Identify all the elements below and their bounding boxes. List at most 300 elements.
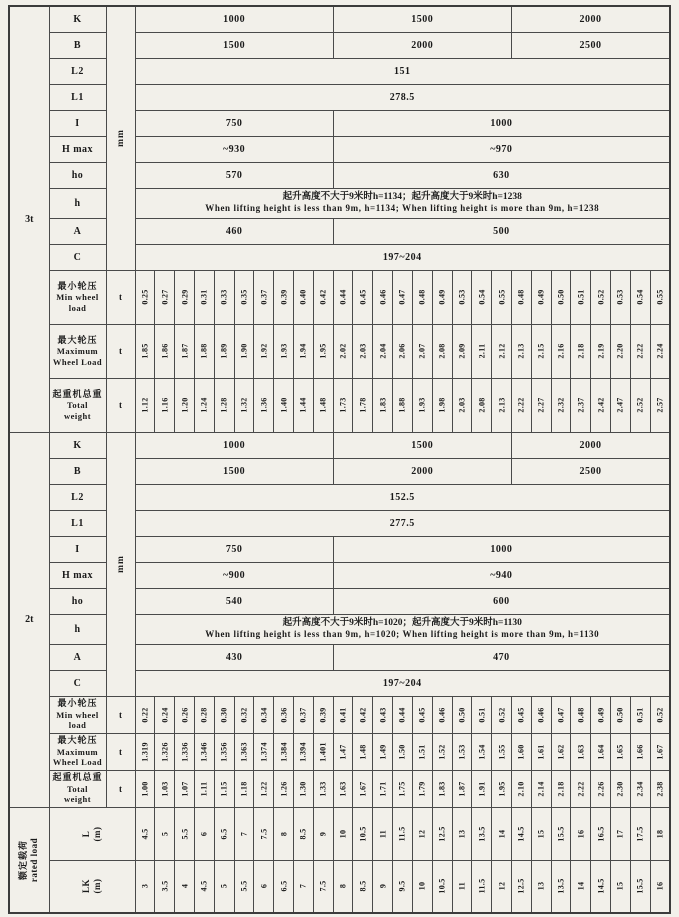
span-value-cell bbox=[135, 860, 155, 913]
load-value-text: 0.49 bbox=[596, 706, 606, 723]
load-value-text: 0.52 bbox=[655, 706, 665, 723]
span-value-text: 12 bbox=[417, 829, 427, 838]
load-value-text: 1.63 bbox=[576, 743, 586, 760]
load-value-text: 0.27 bbox=[160, 289, 170, 305]
load-value-text: 2.16 bbox=[556, 343, 566, 359]
load-value-cell bbox=[194, 378, 214, 432]
load-value-text: 1.33 bbox=[318, 780, 328, 797]
span-value-text: 5.5 bbox=[239, 880, 249, 892]
span-value-cell bbox=[194, 807, 214, 860]
load-value-text: 2.18 bbox=[556, 780, 566, 797]
load-value-text: 0.25 bbox=[140, 289, 150, 305]
load-value-text: 1.78 bbox=[358, 397, 368, 413]
load-value-cell bbox=[155, 324, 175, 378]
span-value-cell bbox=[333, 807, 353, 860]
span-value-cell bbox=[194, 860, 214, 913]
load-value-text: 0.55 bbox=[497, 289, 507, 305]
load-value-text: 1.16 bbox=[160, 397, 170, 413]
dim-value-cell: 600 bbox=[333, 588, 670, 614]
span-value-text: 3.5 bbox=[160, 880, 170, 892]
load-row-label-cell bbox=[49, 270, 106, 324]
load-value-text: 1.374 bbox=[259, 741, 269, 762]
span-value-cell bbox=[551, 860, 571, 913]
span-value-cell bbox=[551, 807, 571, 860]
dim-value-cell: 750 bbox=[135, 536, 333, 562]
load-row-label-line: Total bbox=[66, 783, 89, 794]
span-value-cell bbox=[155, 860, 175, 913]
load-value-cell bbox=[214, 696, 234, 733]
load-value-cell bbox=[194, 733, 214, 770]
span-value-cell bbox=[214, 807, 234, 860]
load-value-cell bbox=[313, 696, 333, 733]
span-value-cell bbox=[531, 807, 551, 860]
dim-value-cell: 460 bbox=[135, 218, 333, 244]
load-value-cell bbox=[234, 324, 254, 378]
table-row bbox=[9, 696, 670, 733]
load-value-text: 2.34 bbox=[635, 780, 645, 797]
span-value-cell bbox=[373, 807, 393, 860]
load-value-cell bbox=[194, 770, 214, 807]
load-value-text: 2.06 bbox=[397, 343, 407, 359]
load-value-cell bbox=[294, 696, 314, 733]
load-value-text: 0.48 bbox=[576, 706, 586, 723]
load-value-text: 1.85 bbox=[140, 343, 150, 359]
load-value-cell bbox=[313, 270, 333, 324]
load-value-cell bbox=[393, 324, 413, 378]
span-row-label-wrap bbox=[81, 879, 104, 894]
load-value-cell bbox=[531, 733, 551, 770]
load-value-text: 1.51 bbox=[417, 743, 427, 760]
load-value-cell bbox=[492, 270, 512, 324]
group-label-2t: 2t bbox=[9, 432, 49, 807]
load-value-cell bbox=[274, 770, 294, 807]
load-value-cell bbox=[393, 696, 413, 733]
load-value-cell bbox=[333, 733, 353, 770]
load-value-cell bbox=[274, 378, 294, 432]
span-value-cell bbox=[472, 807, 492, 860]
load-value-cell bbox=[571, 378, 591, 432]
load-value-text: 2.27 bbox=[536, 397, 546, 413]
load-row-label-line: 最小轮压 bbox=[57, 698, 98, 709]
span-value-text: 14.5 bbox=[516, 825, 526, 842]
load-value-text: 2.52 bbox=[635, 397, 645, 413]
load-row-label-line: 最大轮压 bbox=[57, 334, 98, 345]
load-row-label-line: Wheel Load bbox=[52, 356, 103, 367]
load-value-text: 0.48 bbox=[417, 289, 427, 305]
load-value-cell bbox=[472, 696, 492, 733]
load-value-text: 1.36 bbox=[259, 397, 269, 413]
span-value-text: 10 bbox=[417, 881, 427, 891]
span-value-cell bbox=[175, 807, 195, 860]
dim-row-label: C bbox=[49, 244, 106, 270]
span-value-text: 12.5 bbox=[516, 878, 526, 894]
load-value-cell bbox=[155, 696, 175, 733]
span-value-text: 18 bbox=[655, 829, 665, 838]
dim-row-label: C bbox=[49, 670, 106, 696]
load-value-cell bbox=[492, 378, 512, 432]
load-row-label-cell bbox=[49, 378, 106, 432]
load-value-text: 1.64 bbox=[596, 743, 606, 760]
dim-value-cell: 197~204 bbox=[135, 244, 670, 270]
span-value-text: 15.5 bbox=[635, 878, 645, 894]
load-value-text: 1.75 bbox=[397, 780, 407, 797]
dim-row-label: B bbox=[49, 458, 106, 484]
load-value-text: 1.67 bbox=[655, 743, 665, 760]
load-value-text: 2.15 bbox=[536, 343, 546, 359]
load-value-text: 1.93 bbox=[279, 343, 289, 359]
span-value-text: 11 bbox=[378, 829, 388, 838]
load-value-cell bbox=[274, 324, 294, 378]
table-row bbox=[9, 807, 670, 860]
load-value-cell bbox=[511, 696, 531, 733]
note-line-cn: 起升高度不大于9米时h=1134；起升高度大于9米时h=1238 bbox=[282, 191, 522, 202]
span-value-text: 6.5 bbox=[279, 880, 289, 892]
load-value-cell bbox=[412, 733, 432, 770]
load-value-cell bbox=[511, 270, 531, 324]
span-value-cell bbox=[630, 860, 650, 913]
span-value-text: 16 bbox=[655, 881, 665, 891]
load-value-cell bbox=[452, 733, 472, 770]
load-value-text: 2.03 bbox=[457, 397, 467, 413]
load-value-text: 0.28 bbox=[199, 706, 209, 723]
dim-value-cell: 197~204 bbox=[135, 670, 670, 696]
load-value-cell bbox=[373, 324, 393, 378]
load-value-text: 2.22 bbox=[516, 397, 526, 413]
span-value-text: 7.5 bbox=[259, 828, 269, 839]
load-value-cell bbox=[452, 324, 472, 378]
load-value-text: 2.02 bbox=[338, 343, 348, 359]
load-value-text: 1.98 bbox=[437, 397, 447, 413]
load-value-text: 2.30 bbox=[615, 780, 625, 797]
load-value-text: 1.44 bbox=[298, 397, 308, 413]
load-value-cell bbox=[214, 733, 234, 770]
span-value-text: 14 bbox=[497, 829, 507, 838]
load-value-text: 2.08 bbox=[477, 397, 487, 413]
load-value-text: 1.89 bbox=[219, 343, 229, 359]
dim-row-label: B bbox=[49, 32, 106, 58]
load-value-cell bbox=[194, 324, 214, 378]
load-value-text: 2.57 bbox=[655, 397, 665, 413]
load-value-cell bbox=[511, 733, 531, 770]
load-value-cell bbox=[511, 770, 531, 807]
load-value-cell bbox=[551, 378, 571, 432]
span-value-cell bbox=[452, 807, 472, 860]
load-value-text: 1.83 bbox=[378, 397, 388, 413]
dim-value-cell: 1500 bbox=[333, 6, 511, 32]
load-value-text: 0.51 bbox=[635, 706, 645, 723]
load-value-cell bbox=[412, 270, 432, 324]
load-value-cell bbox=[313, 733, 333, 770]
load-value-text: 1.55 bbox=[497, 743, 507, 760]
unit-mm-text: mm bbox=[115, 555, 126, 573]
unit-t-cell: t bbox=[106, 324, 135, 378]
load-row-label-line: 最大轮压 bbox=[57, 735, 98, 746]
load-value-text: 2.18 bbox=[576, 343, 586, 359]
dim-row-label: L2 bbox=[49, 484, 106, 510]
load-value-cell bbox=[472, 270, 492, 324]
load-value-cell bbox=[373, 733, 393, 770]
load-value-cell bbox=[155, 270, 175, 324]
dim-row-label: H max bbox=[49, 562, 106, 588]
note-line-cn: 起升高度不大于9米时h=1020；起升高度大于9米时h=1130 bbox=[282, 617, 522, 628]
load-value-cell bbox=[630, 733, 650, 770]
load-value-text: 2.03 bbox=[358, 343, 368, 359]
load-value-text: 1.28 bbox=[219, 397, 229, 413]
span-value-cell bbox=[630, 807, 650, 860]
load-value-text: 1.07 bbox=[180, 780, 190, 797]
span-value-cell bbox=[591, 807, 611, 860]
lifting-height-note-cell bbox=[135, 188, 670, 218]
load-value-text: 2.22 bbox=[576, 780, 586, 797]
load-value-text: 0.37 bbox=[298, 706, 308, 723]
dim-row-label: A bbox=[49, 644, 106, 670]
load-value-text: 0.52 bbox=[497, 706, 507, 723]
load-value-text: 0.46 bbox=[437, 706, 447, 723]
load-value-cell bbox=[611, 696, 631, 733]
load-value-cell bbox=[254, 324, 274, 378]
span-value-cell bbox=[294, 860, 314, 913]
load-value-text: 0.47 bbox=[556, 706, 566, 723]
load-value-text: 1.363 bbox=[239, 741, 249, 762]
load-value-cell bbox=[155, 770, 175, 807]
span-value-cell bbox=[452, 860, 472, 913]
dim-row-label: A bbox=[49, 218, 106, 244]
dim-value-cell: 540 bbox=[135, 588, 333, 614]
load-value-cell bbox=[135, 770, 155, 807]
span-value-text: 4 bbox=[180, 884, 190, 889]
load-value-cell bbox=[630, 696, 650, 733]
load-value-cell bbox=[353, 378, 373, 432]
load-value-text: 1.32 bbox=[239, 397, 249, 413]
load-row-label-line: 起重机总重 bbox=[52, 772, 103, 783]
load-value-cell bbox=[234, 770, 254, 807]
load-value-cell bbox=[393, 733, 413, 770]
load-value-text: 1.93 bbox=[417, 397, 427, 413]
load-value-cell bbox=[234, 378, 254, 432]
load-value-text: 2.12 bbox=[497, 343, 507, 359]
load-row-label-line: Maximum bbox=[56, 346, 99, 356]
load-value-text: 2.07 bbox=[417, 343, 427, 359]
load-value-cell bbox=[194, 696, 214, 733]
load-value-cell bbox=[234, 733, 254, 770]
load-value-cell bbox=[393, 770, 413, 807]
load-value-text: 1.61 bbox=[536, 743, 546, 760]
load-value-cell bbox=[630, 324, 650, 378]
span-value-cell bbox=[274, 860, 294, 913]
load-value-text: 0.26 bbox=[180, 706, 190, 723]
span-value-cell bbox=[214, 860, 234, 913]
span-value-cell bbox=[294, 807, 314, 860]
load-value-cell bbox=[531, 378, 551, 432]
load-value-text: 2.20 bbox=[615, 343, 625, 359]
dim-value-cell: ~940 bbox=[333, 562, 670, 588]
load-value-text: 0.24 bbox=[160, 706, 170, 723]
load-value-cell bbox=[155, 733, 175, 770]
load-value-cell bbox=[194, 270, 214, 324]
span-value-text: 8 bbox=[338, 884, 348, 889]
load-value-cell bbox=[234, 696, 254, 733]
span-value-text: 7 bbox=[239, 831, 249, 836]
span-value-cell bbox=[571, 860, 591, 913]
load-value-text: 0.45 bbox=[358, 289, 368, 305]
load-value-cell bbox=[333, 696, 353, 733]
load-value-text: 1.384 bbox=[279, 741, 289, 762]
span-value-cell bbox=[373, 860, 393, 913]
dim-value-cell: ~900 bbox=[135, 562, 333, 588]
load-value-cell bbox=[175, 378, 195, 432]
dim-value-cell: 2000 bbox=[511, 6, 670, 32]
load-value-cell bbox=[135, 696, 155, 733]
table-row bbox=[9, 324, 670, 378]
load-row-label-cell bbox=[49, 696, 106, 733]
load-value-cell bbox=[611, 378, 631, 432]
load-value-text: 0.33 bbox=[219, 289, 229, 305]
load-row-label-line: load bbox=[68, 302, 87, 313]
span-value-text: 11.5 bbox=[477, 878, 487, 894]
load-value-text: 2.24 bbox=[655, 343, 665, 359]
span-value-text: 13.5 bbox=[477, 825, 487, 842]
load-value-cell bbox=[630, 770, 650, 807]
load-value-cell bbox=[432, 770, 452, 807]
dim-row-label: L1 bbox=[49, 84, 106, 110]
load-value-cell bbox=[591, 696, 611, 733]
span-value-text: 11.5 bbox=[397, 826, 407, 841]
load-value-text: 1.95 bbox=[497, 780, 507, 797]
load-value-cell bbox=[254, 733, 274, 770]
span-value-cell bbox=[432, 807, 452, 860]
load-value-text: 0.50 bbox=[615, 706, 625, 723]
load-value-text: 1.94 bbox=[298, 343, 308, 359]
load-value-cell bbox=[412, 378, 432, 432]
load-value-text: 1.88 bbox=[199, 343, 209, 359]
load-row-label-line: Wheel Load bbox=[52, 757, 103, 768]
load-value-text: 0.31 bbox=[199, 289, 209, 305]
unit-mm-cell bbox=[106, 6, 135, 270]
span-value-cell bbox=[412, 860, 432, 913]
span-row-label-cell bbox=[49, 860, 135, 913]
load-value-cell bbox=[214, 770, 234, 807]
dim-value-cell: 430 bbox=[135, 644, 333, 670]
load-value-cell bbox=[551, 770, 571, 807]
load-value-text: 0.53 bbox=[457, 289, 467, 305]
dim-row-label: L2 bbox=[49, 58, 106, 84]
span-value-text: 7 bbox=[298, 884, 308, 889]
load-value-cell bbox=[551, 733, 571, 770]
load-value-text: 0.53 bbox=[615, 289, 625, 305]
span-value-text: 8.5 bbox=[358, 880, 368, 892]
load-value-text: 0.49 bbox=[536, 289, 546, 305]
load-value-cell bbox=[432, 378, 452, 432]
span-value-cell bbox=[611, 860, 631, 913]
load-value-text: 0.50 bbox=[556, 289, 566, 305]
span-row-label-line: (m) bbox=[92, 878, 102, 894]
span-value-text: 5 bbox=[160, 831, 170, 836]
load-value-cell bbox=[135, 378, 155, 432]
load-value-cell bbox=[294, 324, 314, 378]
span-value-cell bbox=[650, 807, 670, 860]
load-value-text: 1.65 bbox=[615, 743, 625, 760]
load-value-text: 1.91 bbox=[477, 780, 487, 797]
dim-value-cell: 1500 bbox=[135, 458, 333, 484]
load-row-label-line: 最小轮压 bbox=[57, 280, 98, 291]
span-value-cell bbox=[234, 860, 254, 913]
span-value-text: 14 bbox=[576, 881, 586, 891]
load-value-text: 1.73 bbox=[338, 397, 348, 413]
load-value-text: 1.87 bbox=[457, 780, 467, 797]
load-value-cell bbox=[234, 270, 254, 324]
dim-value-cell: 1000 bbox=[135, 432, 333, 458]
load-value-text: 1.60 bbox=[516, 743, 526, 760]
span-value-text: 15.5 bbox=[556, 825, 566, 842]
load-value-cell bbox=[294, 770, 314, 807]
load-value-text: 0.44 bbox=[397, 706, 407, 723]
load-value-cell bbox=[650, 733, 670, 770]
load-value-cell bbox=[175, 324, 195, 378]
span-value-text: 9 bbox=[318, 831, 328, 836]
load-value-cell bbox=[175, 770, 195, 807]
load-value-cell bbox=[591, 770, 611, 807]
load-value-text: 1.86 bbox=[160, 343, 170, 359]
unit-t-cell: t bbox=[106, 270, 135, 324]
load-value-cell bbox=[611, 770, 631, 807]
dim-value-cell: 2500 bbox=[511, 458, 670, 484]
span-value-cell bbox=[492, 860, 512, 913]
load-value-cell bbox=[373, 696, 393, 733]
span-value-cell bbox=[492, 807, 512, 860]
span-value-text: 6 bbox=[259, 884, 269, 889]
dim-value-cell: 278.5 bbox=[135, 84, 670, 110]
load-value-text: 0.54 bbox=[477, 289, 487, 305]
load-value-cell bbox=[472, 378, 492, 432]
load-value-cell bbox=[155, 378, 175, 432]
table-row bbox=[9, 378, 670, 432]
dim-row-label: H max bbox=[49, 136, 106, 162]
dim-value-cell: 152.5 bbox=[135, 484, 670, 510]
load-value-cell bbox=[274, 733, 294, 770]
dim-value-cell: ~970 bbox=[333, 136, 670, 162]
load-value-cell bbox=[412, 770, 432, 807]
load-value-text: 0.55 bbox=[655, 289, 665, 305]
load-value-text: 1.48 bbox=[358, 743, 368, 760]
span-value-text: 15 bbox=[615, 881, 625, 891]
load-value-cell bbox=[472, 324, 492, 378]
load-value-cell bbox=[373, 378, 393, 432]
span-value-text: 10.5 bbox=[358, 825, 368, 842]
span-value-cell bbox=[611, 807, 631, 860]
load-value-text: 0.29 bbox=[180, 289, 190, 305]
dim-value-cell: 570 bbox=[135, 162, 333, 188]
dim-row-label: ho bbox=[49, 162, 106, 188]
dim-value-cell: 277.5 bbox=[135, 510, 670, 536]
rated-load-label-line: rated load bbox=[29, 837, 40, 882]
load-value-text: 0.49 bbox=[437, 289, 447, 305]
load-value-cell bbox=[571, 770, 591, 807]
span-value-text: 15 bbox=[536, 829, 546, 838]
load-value-text: 1.24 bbox=[199, 397, 209, 413]
load-value-cell bbox=[333, 770, 353, 807]
load-value-text: 1.92 bbox=[259, 343, 269, 359]
span-row-label-line: LK bbox=[80, 879, 91, 894]
load-value-cell bbox=[353, 324, 373, 378]
load-value-text: 2.11 bbox=[477, 343, 487, 359]
load-value-cell bbox=[412, 324, 432, 378]
span-value-cell bbox=[254, 860, 274, 913]
load-value-text: 0.35 bbox=[239, 289, 249, 305]
load-value-text: 0.32 bbox=[239, 706, 249, 723]
load-value-cell bbox=[650, 770, 670, 807]
dim-value-cell: 1500 bbox=[135, 32, 333, 58]
load-row-label-line: Min wheel bbox=[56, 292, 99, 302]
